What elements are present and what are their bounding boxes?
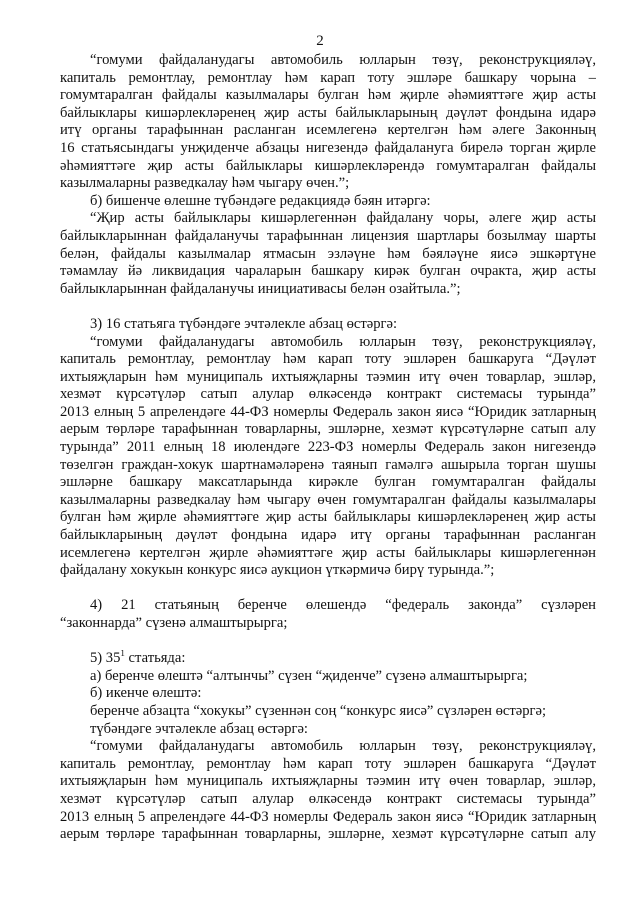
line-text: хезмәт күрсәтүләр сатып алулар өлкәсендә контракт системасы турында” — [60, 386, 596, 403]
paragraph-spacer — [60, 298, 596, 316]
text-line — [60, 263, 596, 281]
line-text: “гомуми файдаланудагы автомобиль юлларын төзү, реконструкцияләү, — [90, 738, 596, 755]
line-text: белән, файдалы казылмалар ятмасын эзләүне һәм бәяләүне яисә эшкәртүне — [60, 245, 596, 262]
page-number: 2 — [316, 33, 324, 49]
line-text: 4) 21 статьяның беренче өлешендә “федераль законда” сүзләрен — [90, 597, 596, 614]
line-text: хезмәт күрсәтүләр сатып алулар өлкәсендә контракт системасы турында” — [60, 790, 596, 807]
line-text: 2013 елның 5 апрелендәге 44-ФЗ номерлы Федераль закон яисә “Юридик затларның — [60, 808, 596, 825]
line-text: казылмаларны разведкалау һәм чыгару өчен гомумтаралган файдалы казылмалары — [60, 491, 596, 508]
text-line — [60, 351, 596, 369]
line-text: байлыкларыннан файдаланучы тарафыннан лицензия шартлары бозылмау шарты — [60, 227, 596, 244]
line-text: тәмамлау йә ликвидация чараларын башкару кирәк булган очракта, җир асты — [60, 263, 596, 280]
text-line — [60, 87, 596, 105]
line-text: байлыкларыннан файдаланучы инициативасы белән озайтыла.”; — [60, 280, 461, 297]
line-text: ихтыяҗларын һәм муниципаль ихтыяҗларны тәэмин итү өчен товарлар, эшләр, — [60, 773, 596, 790]
line-text: 3) 16 статьяга түбәндәге эчтәлекле абзац өстәргә: — [90, 315, 398, 332]
paragraph-spacer — [60, 633, 596, 651]
text-line — [60, 70, 596, 88]
line-text: ихтыяҗларын һәм муниципаль ихтыяҗларны тәэмин итү өчен товарлар, эшләр, — [60, 368, 596, 385]
text-line — [60, 527, 596, 545]
text-line — [60, 809, 596, 827]
text-line — [60, 334, 596, 352]
line-text: түбәндәге эчтәлекле абзац өстәргә: — [90, 720, 308, 737]
text-line — [60, 158, 596, 176]
line-text: “Җир асты байлыклары кишәрлегеннән файдалану чоры, әлеге җир асты — [90, 210, 596, 227]
text-line — [60, 175, 596, 193]
line-text: “гомуми файдаланудагы автомобиль юлларын төзү, реконструкцияләү, — [90, 333, 596, 350]
line-text: 2013 елның 5 апрелендәге 44-ФЗ номерлы Федераль закон яисә “Юридик затларның — [60, 403, 596, 420]
text-line — [60, 721, 596, 739]
text-line — [60, 545, 596, 563]
text-line — [60, 316, 596, 334]
line-text: “гомуми файдаланудагы автомобиль юлларын төзү, реконструкцияләү, — [90, 52, 596, 68]
text-line — [60, 281, 596, 299]
line-text: казылмаларны разведкалау һәм чыгару өчен.”; — [60, 175, 350, 192]
line-text: турында” 2011 елның 18 июлендәге 223-ФЗ номерлы Федераль закон нигезендә — [60, 439, 596, 456]
text-line — [60, 457, 596, 475]
paragraph-spacer — [60, 580, 596, 598]
line-text: итү органы тарафыннан расланган исемлегенә кертелгән һәм әлеге Законның — [60, 122, 596, 139]
line-text: б) икенче өлештә: — [90, 685, 202, 702]
text-line — [60, 738, 596, 756]
text-line — [60, 756, 596, 774]
line-text: эшләрне башкару максатларында кирәкле булган гомумтаралган файдалы — [60, 474, 596, 491]
line-text: б) бишенче өлешне түбәндәге редакциядә бәян итәргә: — [90, 192, 431, 209]
line-text: байлыкларының дәүләт фондына идарә итү органы тарафыннан расланган — [60, 527, 596, 544]
text-line — [60, 615, 596, 633]
text-line — [60, 140, 596, 158]
text-line — [60, 668, 596, 686]
line-text: 5) 35 — [90, 650, 121, 667]
line-text: исемлегенә кертелгән җирле әһәмияттәге җир асты байлыклары кишәрлегеннән — [60, 544, 596, 561]
line-text-continued: статьяда: — [124, 650, 186, 667]
text-line — [60, 826, 596, 844]
line-text: капиталь ремонтлау, ремонтлау һәм карап тоту эшләрен башкаруга “Дәүләт — [60, 755, 596, 772]
text-line — [60, 193, 596, 211]
line-text: гомумтаралган файдалы казылмалары булган һәм җирле әһәмияттәге җир асты — [60, 87, 596, 104]
text-line — [60, 685, 596, 703]
line-text: беренче абзацта “хокукы” сүзеннән соң “конкурс яисә” сүзләрен өстәргә; — [90, 702, 547, 719]
document-body — [60, 52, 596, 844]
superscript-number: 1 — [120, 650, 125, 659]
text-line — [60, 597, 596, 615]
text-line — [60, 105, 596, 123]
line-text: аерым төрләре тарафыннан товарларны, эшләрне, хезмәт күрсәтүләрне сатып алу — [60, 826, 596, 843]
line-text: байлыклары кишәрлекләренең җир асты байлыкларының дәүләт фондына идарә — [60, 104, 596, 121]
line-text: булган һәм җирле әһәмияттәге җир асты байлыклары кишәрлекләренең җир асты — [60, 509, 596, 526]
text-line — [60, 404, 596, 422]
text-line — [60, 650, 596, 668]
text-line — [60, 386, 596, 404]
text-line — [60, 791, 596, 809]
line-text: капиталь ремонтлау, ремонтлау һәм карап тоту эшләрен башкаруга “Дәүләт — [60, 351, 596, 368]
text-line — [60, 210, 596, 228]
line-text: әһәмияттәге җир асты байлыклары кишәрлекләрендә гомумтаралган файдалы — [60, 157, 596, 174]
line-text: файдалану хокукын конкурс яисә аукцион үткәрмичә бирү турында.”; — [60, 562, 495, 579]
text-line — [60, 492, 596, 510]
text-line — [60, 421, 596, 439]
text-line — [60, 703, 596, 721]
line-text: “законнарда” сүзенә алмаштырырга; — [60, 615, 288, 631]
text-line — [60, 369, 596, 387]
line-text: 16 статьясындагы унҗиденче абзацы нигезендә файдалануга бирелә торган җирле — [60, 139, 596, 156]
text-line — [60, 773, 596, 791]
line-text: төзелгән граждан-хокук шартнамәләренә таянып гамәлгә ашырыла торган шушы — [60, 456, 596, 473]
line-text: а) беренче өлештә “алтынчы” сүзен “җиденче” сүзенә алмаштырырга; — [90, 667, 528, 684]
line-text: капиталь ремонтлау, ремонтлау һәм карап тоту эшләре башкару чорына – — [60, 69, 596, 86]
text-line — [60, 439, 596, 457]
text-line — [60, 52, 596, 70]
line-text: аерым төрләре тарафыннан товарларны, эшләрне, хезмәт күрсәтүләрне сатып алу — [60, 421, 596, 438]
text-line — [60, 474, 596, 492]
text-line — [60, 562, 596, 580]
text-line — [60, 509, 596, 527]
text-line — [60, 246, 596, 264]
text-line — [60, 122, 596, 140]
text-line — [60, 228, 596, 246]
